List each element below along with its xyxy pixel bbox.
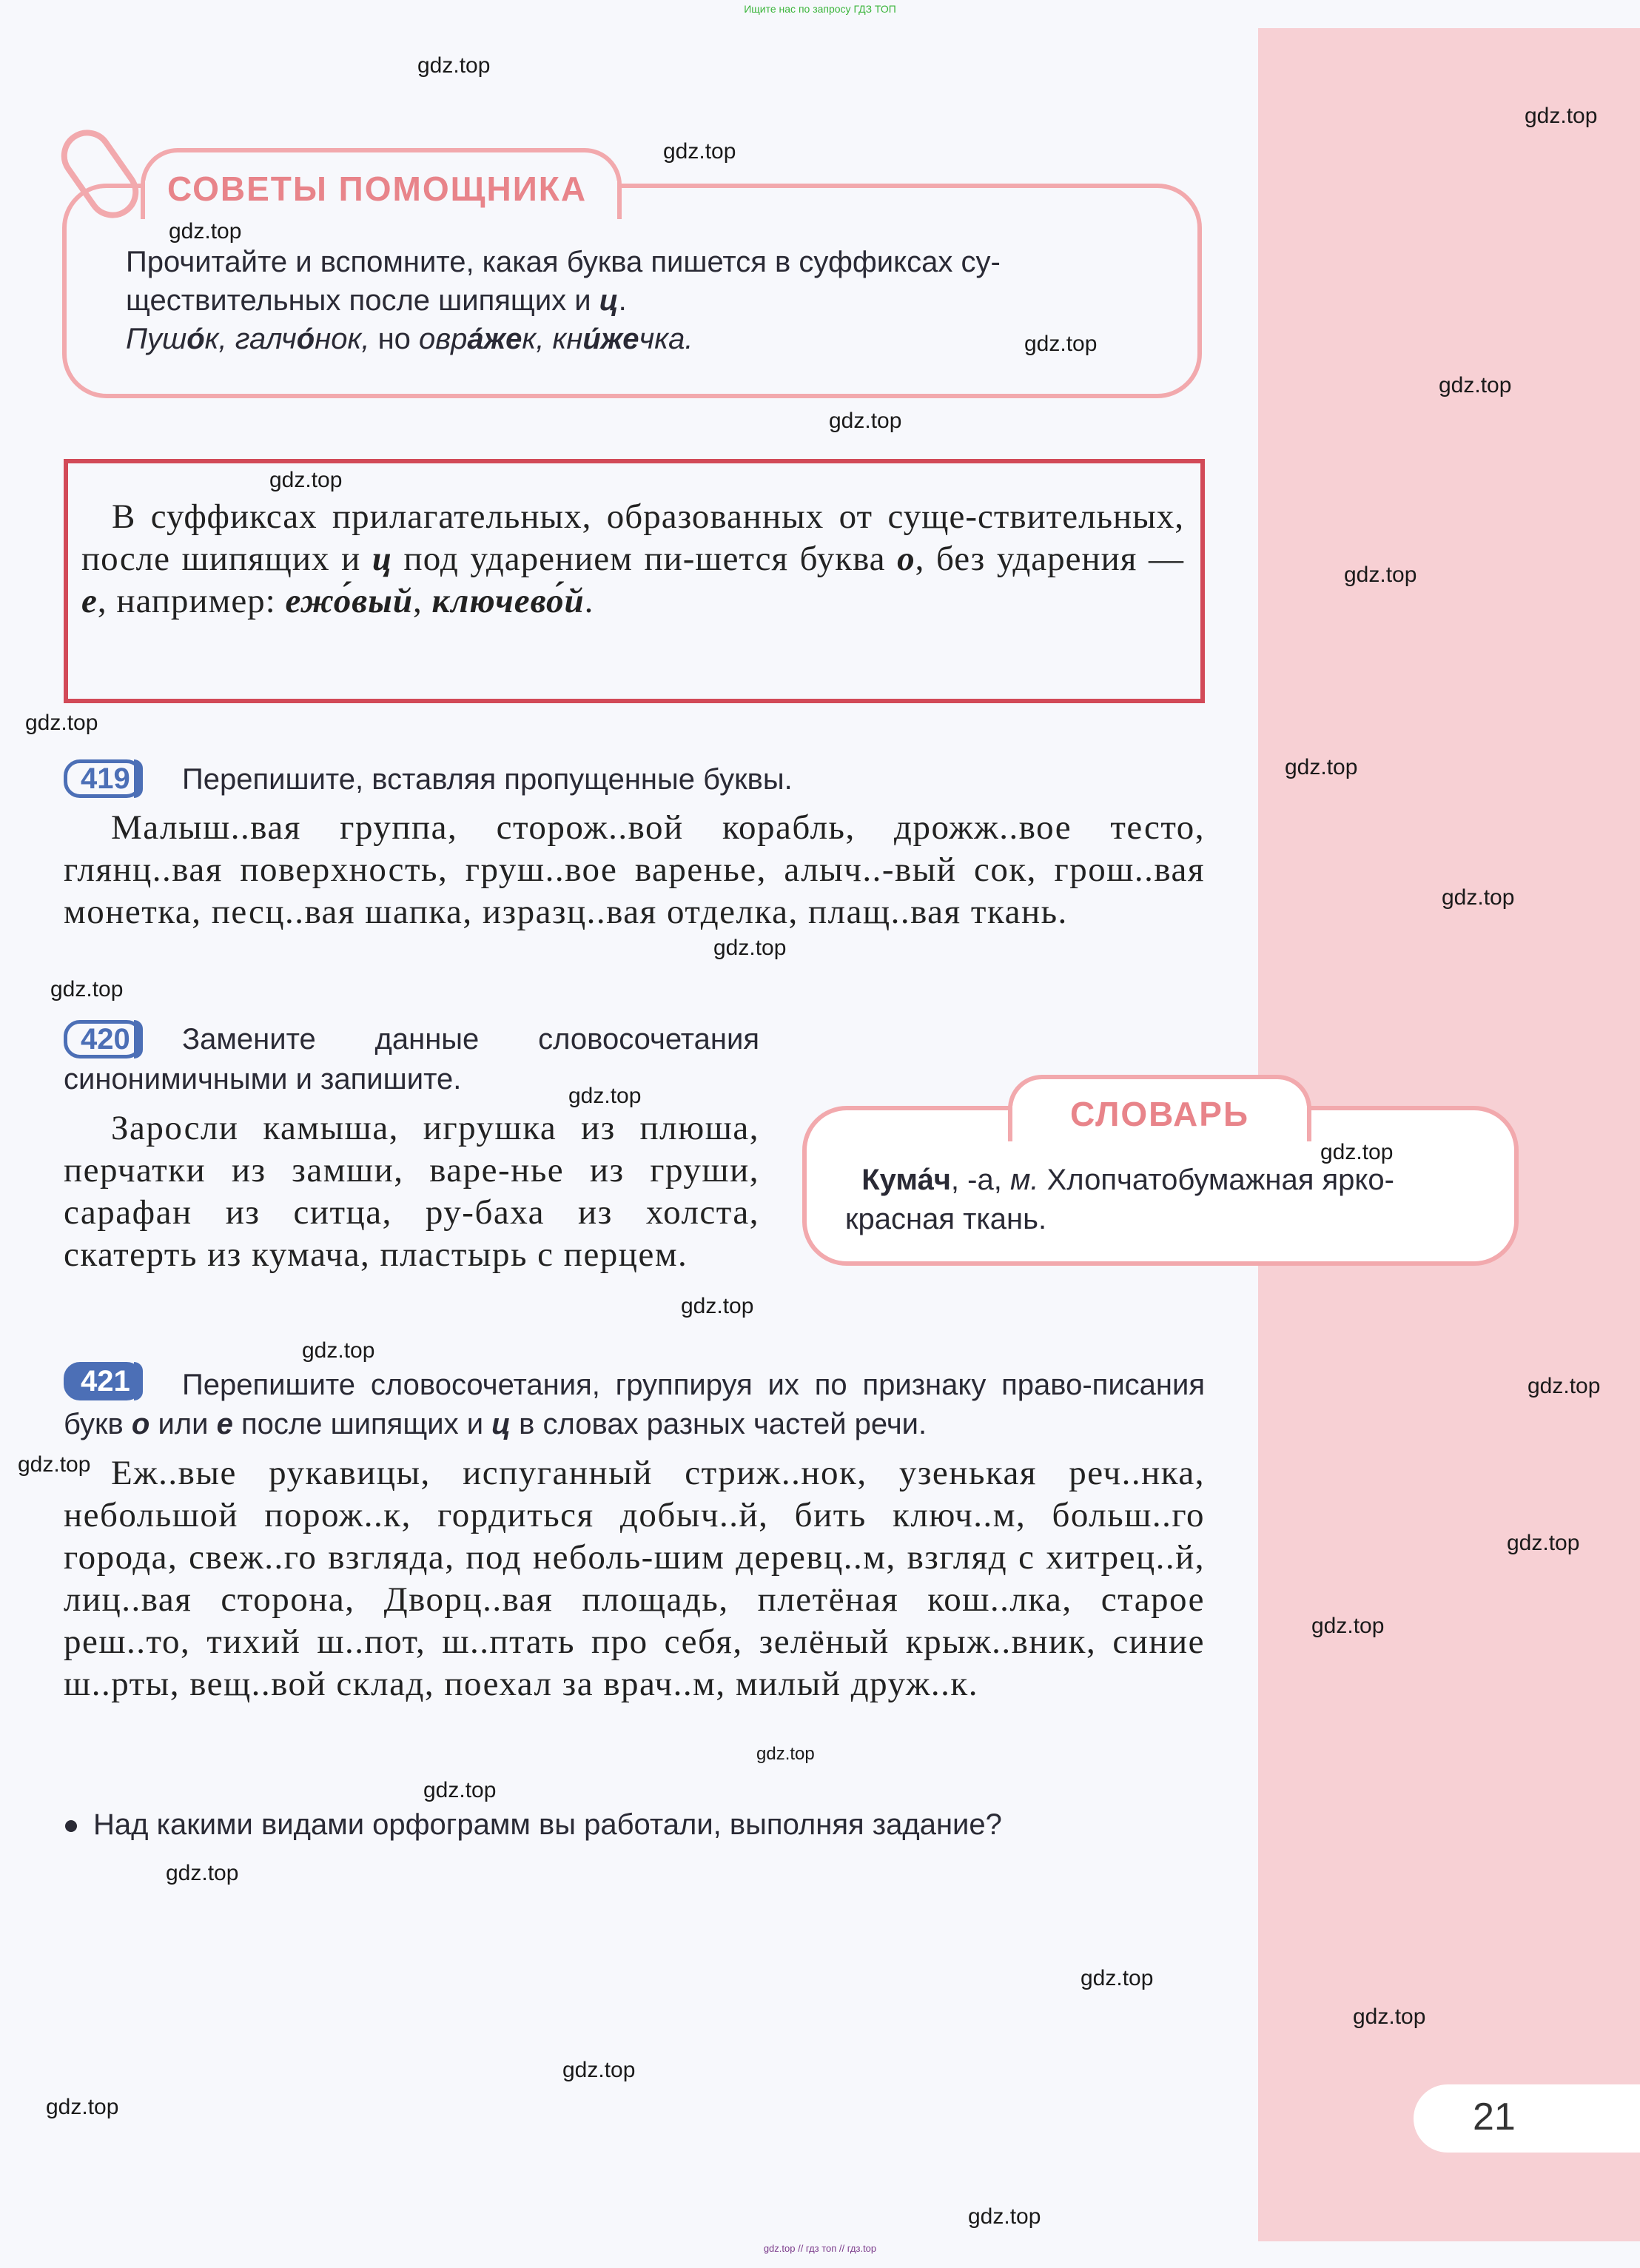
watermark: gdz.top	[46, 2095, 119, 2119]
letter-ts: ц	[491, 1408, 511, 1440]
rule-text	[81, 496, 1184, 623]
watermark: gdz.top	[1525, 104, 1598, 128]
watermark: gdz.top	[302, 1338, 375, 1363]
dictionary-title: СЛОВАРЬ	[1070, 1095, 1250, 1133]
watermark: gdz.top	[663, 139, 736, 164]
exercise-number-420: 420	[64, 1020, 143, 1058]
dictionary-entry	[845, 1161, 1482, 1239]
exercise-421-instruction	[64, 1366, 1205, 1444]
watermark: gdz.top	[681, 1294, 754, 1318]
page-number-tab	[1414, 2084, 1640, 2153]
watermark: gdz.top	[1311, 1614, 1385, 1638]
watermark: gdz.top	[417, 53, 491, 78]
stress-letter: о́	[186, 323, 205, 355]
tips-title: СОВЕТЫ ПОМОЩНИКА	[167, 170, 588, 208]
watermark: gdz.top	[423, 1778, 497, 1802]
exercise-419-instruction: Перепишите, вставляя пропущенные буквы.	[182, 763, 793, 796]
exercise-419-text: Малыш..вая группа, сторож..вой корабль, дрожж..вое тесто, глянц..вая поверхность, груш..вое варенье, алыч..-вый сок, грош..вая монетка, песц..вая шапка, изразц..вая отделка, плащ..вая ткань.	[64, 808, 1205, 931]
example-word: нок,	[315, 323, 370, 355]
watermark: gdz.top	[568, 1084, 642, 1108]
conjunction: но	[369, 323, 420, 355]
exercise-420-text: Заросли камыша, игрушка из плюша, перчатки из замши, варе-нье из груши, сарафан из ситца, ру-баха из холста, скатерть из кумача, пластырь с перцем.	[64, 1109, 759, 1274]
rule-span: ,	[413, 582, 432, 620]
stress-letter: а́	[917, 1164, 934, 1196]
exercise-420-instruction-line1: Замените данные словосочетания	[182, 1023, 759, 1056]
watermark: gdz.top	[1442, 885, 1515, 910]
watermark: gdz.top	[1081, 1966, 1154, 1990]
headword: ч	[933, 1164, 951, 1196]
example-word: овр	[419, 323, 468, 355]
exercise-421-text: Еж..вые рукавицы, испуганный стриж..нок, узенькая реч..нка, небольшой порож..к, гордиться добыч..й, бить ключ..м, больш..го города, свеж..го взгляда, под неболь-шим деревц..м, взгляд с хитрец..й, лиц..вая сторона, Дворц..вая площадь, плетёная кош..лка, старое реш..то, тихий ш..пот, ш..птать про себя, зелёный крыж..вник, синие ш..рты, вещ..вой склад, поехал за врач..м, милый друж..к.	[64, 1454, 1205, 1703]
letter-o: о	[131, 1408, 150, 1440]
example-word: вый	[352, 582, 414, 620]
letter-e: е	[216, 1408, 233, 1440]
example-word: чка.	[639, 323, 693, 355]
question-text: Над какими видами орфограмм вы работали, выполняя задание?	[93, 1808, 1002, 1841]
instruction-span: после шипящих и	[232, 1408, 492, 1440]
stress-letter: а́же	[467, 323, 522, 355]
watermark: gdz.top	[169, 219, 242, 244]
letter-ts: ц	[372, 540, 392, 578]
headword: Кум	[861, 1164, 918, 1196]
example-word: ключ	[431, 582, 514, 620]
tips-line-2	[126, 281, 1162, 320]
watermark: gdz.top	[18, 1452, 91, 1477]
tips-line-1: Прочитайте и вспомните, какая буква пишется в суффиксах су-	[126, 246, 1001, 278]
gender-note: м.	[1009, 1164, 1039, 1196]
watermark: gdz.top	[1353, 2004, 1426, 2029]
watermark: gdz.top	[166, 1861, 239, 1885]
watermark: gdz.top	[829, 409, 902, 433]
grammar-note: , -а,	[950, 1164, 1010, 1196]
example-word: к, кн	[522, 323, 583, 355]
tips-line-3	[126, 320, 1162, 358]
letter-e: е	[81, 582, 98, 620]
example-word: й	[564, 582, 585, 620]
top-note: Ищите нас по запросу ГДЗ ТОП	[744, 3, 896, 15]
exercise-420-instruction-line2: синонимичными и запишите.	[64, 1063, 462, 1096]
watermark: gdz.top	[1285, 755, 1358, 779]
watermark: gdz.top	[713, 936, 787, 960]
rule-span: , например:	[97, 582, 286, 620]
stress-letter: ево́	[514, 582, 565, 620]
watermark: gdz.top	[1439, 373, 1512, 397]
example-word: еж	[285, 582, 334, 620]
rule-span: В суффиксах прилагательных, образованных от суще-ствительных, после шипящих и	[81, 497, 1185, 578]
bullet-icon	[65, 1820, 77, 1832]
watermark: gdz.top	[562, 2058, 636, 2082]
tips-text-span: ществительных после шипящих и	[126, 284, 599, 317]
rule-span: .	[584, 582, 594, 620]
watermark: gdz.top	[1344, 563, 1417, 587]
instruction-span: в словах разных частей речи.	[511, 1408, 927, 1440]
exercise-421-question	[65, 1806, 1002, 1843]
watermark: gdz.top	[50, 977, 124, 1002]
bottom-note: gdz.top // гдз топ // гдз.top	[763, 2243, 877, 2254]
rule-span: , без ударения —	[915, 540, 1184, 578]
page-number: 21	[1473, 2096, 1516, 2138]
stress-letter: и́же	[582, 323, 639, 355]
definition: Хлопчатобумажная ярко-красная ткань.	[845, 1164, 1394, 1235]
watermark: gdz.top	[756, 1744, 815, 1764]
tips-text	[126, 243, 1162, 358]
instruction-span: Перепишите словосочетания, группируя их по признаку право-писания букв	[64, 1369, 1205, 1440]
watermark: gdz.top	[1320, 1140, 1394, 1164]
watermark: gdz.top	[25, 711, 98, 735]
watermark: gdz.top	[1024, 332, 1098, 356]
stress-letter: о́	[333, 582, 352, 620]
watermark: gdz.top	[1507, 1531, 1580, 1555]
letter-ts: ц	[599, 284, 619, 317]
letter-o: о	[897, 540, 915, 578]
stress-letter: о́	[296, 323, 315, 355]
tips-text-span: .	[618, 284, 627, 317]
rule-span: под ударением пи-шется буква	[391, 540, 898, 578]
example-word: к, галч	[204, 323, 297, 355]
example-word: Пуш	[126, 323, 187, 355]
watermark: gdz.top	[269, 468, 343, 492]
exercise-number-421: 421	[64, 1362, 143, 1400]
instruction-span: или	[149, 1408, 217, 1440]
watermark: gdz.top	[968, 2204, 1041, 2229]
watermark: gdz.top	[1528, 1374, 1601, 1398]
exercise-number-419: 419	[64, 759, 143, 798]
